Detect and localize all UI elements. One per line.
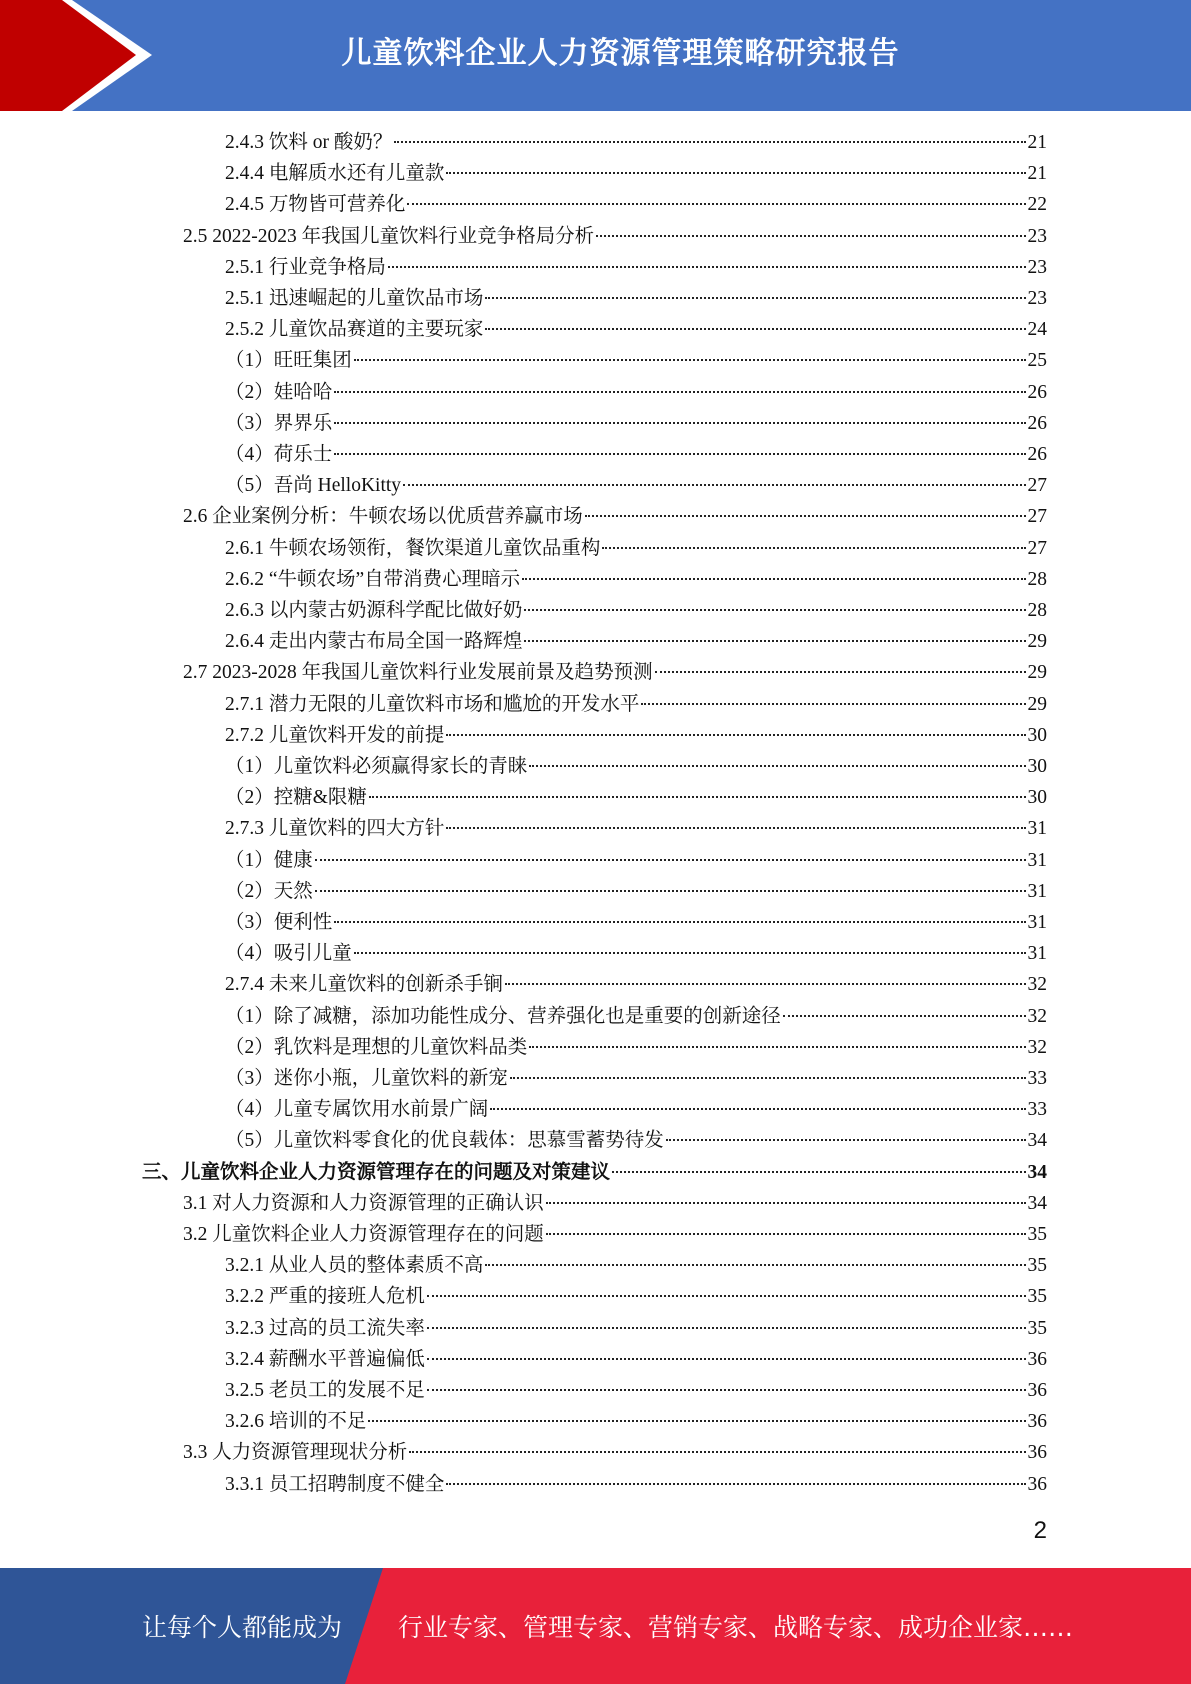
toc-entry[interactable] <box>225 689 1047 720</box>
toc-entry-label: 3.2.6 培训的不足 <box>225 1411 367 1433</box>
toc-dot-leader <box>529 1046 1025 1048</box>
toc-entry[interactable] <box>225 252 1047 283</box>
toc-entry[interactable] <box>225 470 1047 501</box>
toc-entry-label: 2.7 2023-2028 年我国儿童饮料行业发展前景及趋势预测 <box>183 662 653 684</box>
toc-dot-leader <box>427 1389 1026 1391</box>
toc-entry-page: 27 <box>1027 506 1047 528</box>
toc-entry[interactable] <box>225 938 1047 969</box>
toc-dot-leader <box>403 484 1025 486</box>
page-footer <box>0 1568 1191 1684</box>
toc-entry-label: 2.5 2022-2023 年我国儿童饮料行业竞争格局分析 <box>183 225 595 247</box>
toc-entry[interactable] <box>142 1157 1047 1188</box>
toc-entry-page: 27 <box>1027 475 1047 497</box>
toc-entry-label: （2）控糖&限糖 <box>225 787 367 809</box>
toc-dot-leader <box>666 1139 1026 1141</box>
toc-entry-label: 2.5.1 行业竞争格局 <box>225 256 386 278</box>
toc-entry-page: 29 <box>1027 662 1047 684</box>
toc-entry[interactable] <box>183 221 1047 252</box>
toc-dot-leader <box>409 1451 1025 1453</box>
toc-entry[interactable] <box>225 314 1047 345</box>
toc-entry[interactable] <box>183 1188 1047 1219</box>
toc-entry-label: 2.5.1 迅速崛起的儿童饮品市场 <box>225 288 484 309</box>
toc-entry[interactable] <box>225 377 1047 408</box>
toc-dot-leader <box>407 203 1025 205</box>
report-title: 儿童饮料企业人力资源管理策略研究报告 <box>341 36 900 71</box>
toc-dot-leader <box>446 1483 1025 1485</box>
toc-dot-leader <box>315 890 1026 892</box>
toc-entry-label: 3.1 对人力资源和人力资源管理的正确认识 <box>183 1192 544 1214</box>
footer-tagline: 行业专家、管理专家、营销专家、战略专家、成功企业家…… <box>398 1613 1074 1642</box>
toc-dot-leader <box>510 1077 1026 1079</box>
toc-entry-page: 22 <box>1027 194 1047 216</box>
toc-entry-page: 35 <box>1027 1224 1047 1245</box>
toc-entry-page: 28 <box>1027 600 1047 621</box>
toc-entry-page: 36 <box>1027 1348 1047 1370</box>
toc-entry[interactable] <box>225 408 1047 439</box>
toc-dot-leader <box>524 640 1025 642</box>
toc-entry-label: （4）儿童专属饮用水前景广阔 <box>225 1099 489 1121</box>
toc-entry-label: （1）旺旺集团 <box>225 350 352 372</box>
toc-entry-label: （1）除了减糖，添加功能性成分、营养强化也是重要的创新途径 <box>225 1005 781 1027</box>
toc-entry-label: 2.4.3 饮料 or 酸奶？ <box>225 132 393 153</box>
toc-entry-page: 21 <box>1027 163 1047 185</box>
toc-dot-leader <box>596 235 1025 237</box>
toc-dot-leader <box>334 453 1025 455</box>
toc-dot-leader <box>505 983 1026 985</box>
toc-entry-page: 31 <box>1027 912 1047 933</box>
toc-entry-label: 3.2.5 老员工的发展不足 <box>225 1380 425 1401</box>
toc-entry-page: 25 <box>1027 350 1047 372</box>
toc-entry[interactable] <box>225 1125 1047 1156</box>
toc-entry-page: 34 <box>1027 1192 1047 1214</box>
toc-entry-label: 2.6.1 牛顿农场领衔，餐饮渠道儿童饮品重构 <box>225 537 601 559</box>
toc-entry[interactable] <box>225 876 1047 907</box>
toc-dot-leader <box>354 952 1026 954</box>
toc-entry-label: （3）便利性 <box>225 912 333 933</box>
toc-entry-label: 2.6 企业案例分析：牛顿农场以优质营养赢市场 <box>183 506 583 528</box>
toc-dot-leader <box>394 141 1025 143</box>
page-number: 2 <box>1033 1517 1047 1544</box>
toc-entry-label: 2.4.4 电解质水还有儿童款 <box>225 163 445 185</box>
toc-entry[interactable] <box>225 1094 1047 1125</box>
red-chevron-logo <box>0 0 160 111</box>
toc-entry-page: 26 <box>1027 444 1047 465</box>
toc-dot-leader <box>485 297 1025 299</box>
toc-entry-page: 23 <box>1027 225 1047 247</box>
toc-entry-label: 2.6.2 “牛顿农场”自带消费心理暗示 <box>225 568 521 590</box>
toc-dot-leader <box>522 578 1025 580</box>
toc-entry-page: 36 <box>1027 1380 1047 1401</box>
toc-entry[interactable] <box>183 501 1047 532</box>
toc-dot-leader <box>485 328 1025 330</box>
toc-entry-page: 30 <box>1027 756 1047 777</box>
toc-dot-leader <box>602 547 1025 549</box>
toc-entry-label: 3.2.2 严重的接班人危机 <box>225 1286 425 1308</box>
toc-entry-page: 31 <box>1027 880 1047 902</box>
toc-dot-leader <box>783 1015 1026 1017</box>
toc-entry-page: 26 <box>1027 412 1047 434</box>
toc-entry[interactable] <box>225 1375 1047 1406</box>
toc-entry-label: （3）界界乐 <box>225 412 333 434</box>
toc-entry-page: 35 <box>1027 1317 1047 1339</box>
toc-entry[interactable] <box>183 1219 1047 1250</box>
toc-dot-leader <box>334 422 1025 424</box>
toc-entry-page: 29 <box>1027 631 1047 653</box>
toc-entry-label: （2）娃哈哈 <box>225 381 333 403</box>
toc-entry-label: 2.7.3 儿童饮料的四大方针 <box>225 818 445 840</box>
toc-dot-leader <box>529 765 1025 767</box>
toc-entry-page: 35 <box>1027 1286 1047 1308</box>
toc-entry[interactable] <box>225 626 1047 657</box>
toc-entry-page: 35 <box>1027 1255 1047 1277</box>
toc-entry-page: 36 <box>1027 1473 1047 1495</box>
toc-dot-leader <box>446 827 1025 829</box>
toc-entry-page: 33 <box>1027 1099 1047 1121</box>
toc-entry[interactable] <box>225 595 1047 626</box>
toc-entry-label: 2.5.2 儿童饮品赛道的主要玩家 <box>225 319 484 341</box>
toc-entry-label: （5）吾尚 HelloKitty <box>225 475 402 497</box>
toc-entry-label: （4）荷乐士 <box>225 444 333 465</box>
toc-entry-label: 3.2.4 薪酬水平普遍偏低 <box>225 1348 425 1370</box>
toc-entry-label: 2.7.4 未来儿童饮料的创新杀手锏 <box>225 974 503 996</box>
toc-entry-page: 32 <box>1027 974 1047 996</box>
toc-dot-leader <box>334 391 1025 393</box>
toc-entry-page: 28 <box>1027 568 1047 590</box>
toc-dot-leader <box>546 1233 1026 1235</box>
toc-entry-page: 31 <box>1027 943 1047 965</box>
toc-dot-leader <box>427 1295 1026 1297</box>
toc-entry-label: （4）吸引儿童 <box>225 943 352 965</box>
toc-entry-page: 29 <box>1027 693 1047 715</box>
toc-dot-leader <box>368 1420 1025 1422</box>
toc-dot-leader <box>388 266 1026 268</box>
toc-entry-label: 2.7.2 儿童饮料开发的前提 <box>225 724 445 746</box>
toc-entry[interactable] <box>225 907 1047 938</box>
toc-entry-page: 34 <box>1027 1130 1047 1152</box>
toc-dot-leader <box>427 1327 1026 1329</box>
toc-entry[interactable] <box>225 969 1047 1000</box>
toc-dot-leader <box>612 1171 1025 1173</box>
toc-entry-label: （1）儿童饮料必须赢得家长的青睐 <box>225 756 528 777</box>
toc-entry-label: 2.6.3 以内蒙古奶源科学配比做好奶 <box>225 600 523 621</box>
toc-dot-leader <box>369 796 1026 798</box>
toc-dot-leader <box>354 359 1026 361</box>
toc-entry[interactable] <box>183 1437 1047 1468</box>
toc-entry[interactable] <box>225 751 1047 782</box>
toc-entry[interactable] <box>225 782 1047 813</box>
toc-entry-page: 30 <box>1027 724 1047 746</box>
toc-entry-page: 33 <box>1027 1068 1047 1089</box>
toc-entry[interactable] <box>225 1063 1047 1094</box>
toc-entry-page: 27 <box>1027 537 1047 559</box>
toc-entry-page: 31 <box>1027 849 1047 871</box>
toc-entry[interactable] <box>225 564 1047 595</box>
toc-entry-label: 2.4.5 万物皆可营养化 <box>225 194 406 216</box>
toc-dot-leader <box>427 1358 1026 1360</box>
toc-entry-page: 36 <box>1027 1442 1047 1464</box>
toc-entry-label: 3.2 儿童饮料企业人力资源管理存在的问题 <box>183 1224 544 1245</box>
toc-entry[interactable] <box>225 1469 1047 1500</box>
toc-entry-label: （3）迷你小瓶，儿童饮料的新宠 <box>225 1068 508 1089</box>
toc-entry-page: 32 <box>1027 1036 1047 1058</box>
toc-entry[interactable] <box>225 813 1047 844</box>
toc-entry-label: 3.2.3 过高的员工流失率 <box>225 1317 425 1339</box>
toc-entry[interactable] <box>225 1032 1047 1063</box>
toc-dot-leader <box>655 671 1026 673</box>
toc-entry[interactable] <box>183 657 1047 688</box>
toc-entry-label: 2.7.1 潜力无限的儿童饮料市场和尴尬的开发水平 <box>225 693 640 715</box>
toc-entry[interactable] <box>225 158 1047 189</box>
toc-entry-page: 32 <box>1027 1005 1047 1027</box>
footer-slogan: 让每个人都能成为 <box>142 1613 343 1642</box>
toc-entry-label: 3.3.1 员工招聘制度不健全 <box>225 1473 445 1495</box>
toc-entry[interactable] <box>225 127 1047 158</box>
toc-dot-leader <box>334 921 1025 923</box>
toc-entry[interactable] <box>225 439 1047 470</box>
toc-entry[interactable] <box>225 845 1047 876</box>
toc-entry-page: 24 <box>1027 319 1047 341</box>
toc-entry[interactable] <box>225 189 1047 220</box>
toc-entry[interactable] <box>225 1250 1047 1281</box>
toc-entry[interactable] <box>225 533 1047 564</box>
toc-dot-leader <box>446 172 1025 174</box>
toc-entry-page: 23 <box>1027 256 1047 278</box>
toc-dot-leader <box>546 1202 1026 1204</box>
toc-dot-leader <box>524 609 1025 611</box>
toc-entry-label: 2.6.4 走出内蒙古布局全国一路辉煌 <box>225 631 523 653</box>
toc-entry-label: 3.2.1 从业人员的整体素质不高 <box>225 1255 484 1277</box>
toc-entry-page: 21 <box>1027 132 1047 153</box>
toc-entry-label: 3.3 人力资源管理现状分析 <box>183 1442 408 1464</box>
toc-entry-label: （2）乳饮料是理想的儿童饮料品类 <box>225 1036 528 1058</box>
toc-entry[interactable] <box>225 1281 1047 1312</box>
toc-entry[interactable] <box>225 1344 1047 1375</box>
toc-entry-page: 30 <box>1027 787 1047 809</box>
toc-entry-page: 23 <box>1027 288 1047 309</box>
toc-entry[interactable] <box>225 1313 1047 1344</box>
toc-entry[interactable] <box>225 345 1047 376</box>
page-header <box>0 0 1191 111</box>
toc-dot-leader <box>485 1264 1025 1266</box>
toc-dot-leader <box>446 734 1025 736</box>
toc-dot-leader <box>315 859 1026 861</box>
toc-dot-leader <box>641 703 1025 705</box>
toc-entry-label: 三、儿童饮料企业人力资源管理存在的问题及对策建议 <box>142 1161 611 1183</box>
toc-dot-leader <box>490 1108 1025 1110</box>
toc-entry-page: 26 <box>1027 381 1047 403</box>
toc-entry-page: 31 <box>1027 818 1047 840</box>
toc-entry[interactable] <box>225 1001 1047 1032</box>
toc-entry-page: 36 <box>1027 1411 1047 1433</box>
toc-entry-label: （2）天然 <box>225 880 313 902</box>
toc-entry-label: （1）健康 <box>225 849 313 871</box>
toc-entry[interactable] <box>225 1406 1047 1437</box>
toc-dot-leader <box>585 515 1026 517</box>
toc-entry[interactable] <box>225 720 1047 751</box>
toc-entry-page: 34 <box>1027 1161 1047 1183</box>
toc-entry[interactable] <box>225 283 1047 314</box>
toc-entry-label: （5）儿童饮料零食化的优良载体：思慕雪蓄势待发 <box>225 1130 664 1152</box>
